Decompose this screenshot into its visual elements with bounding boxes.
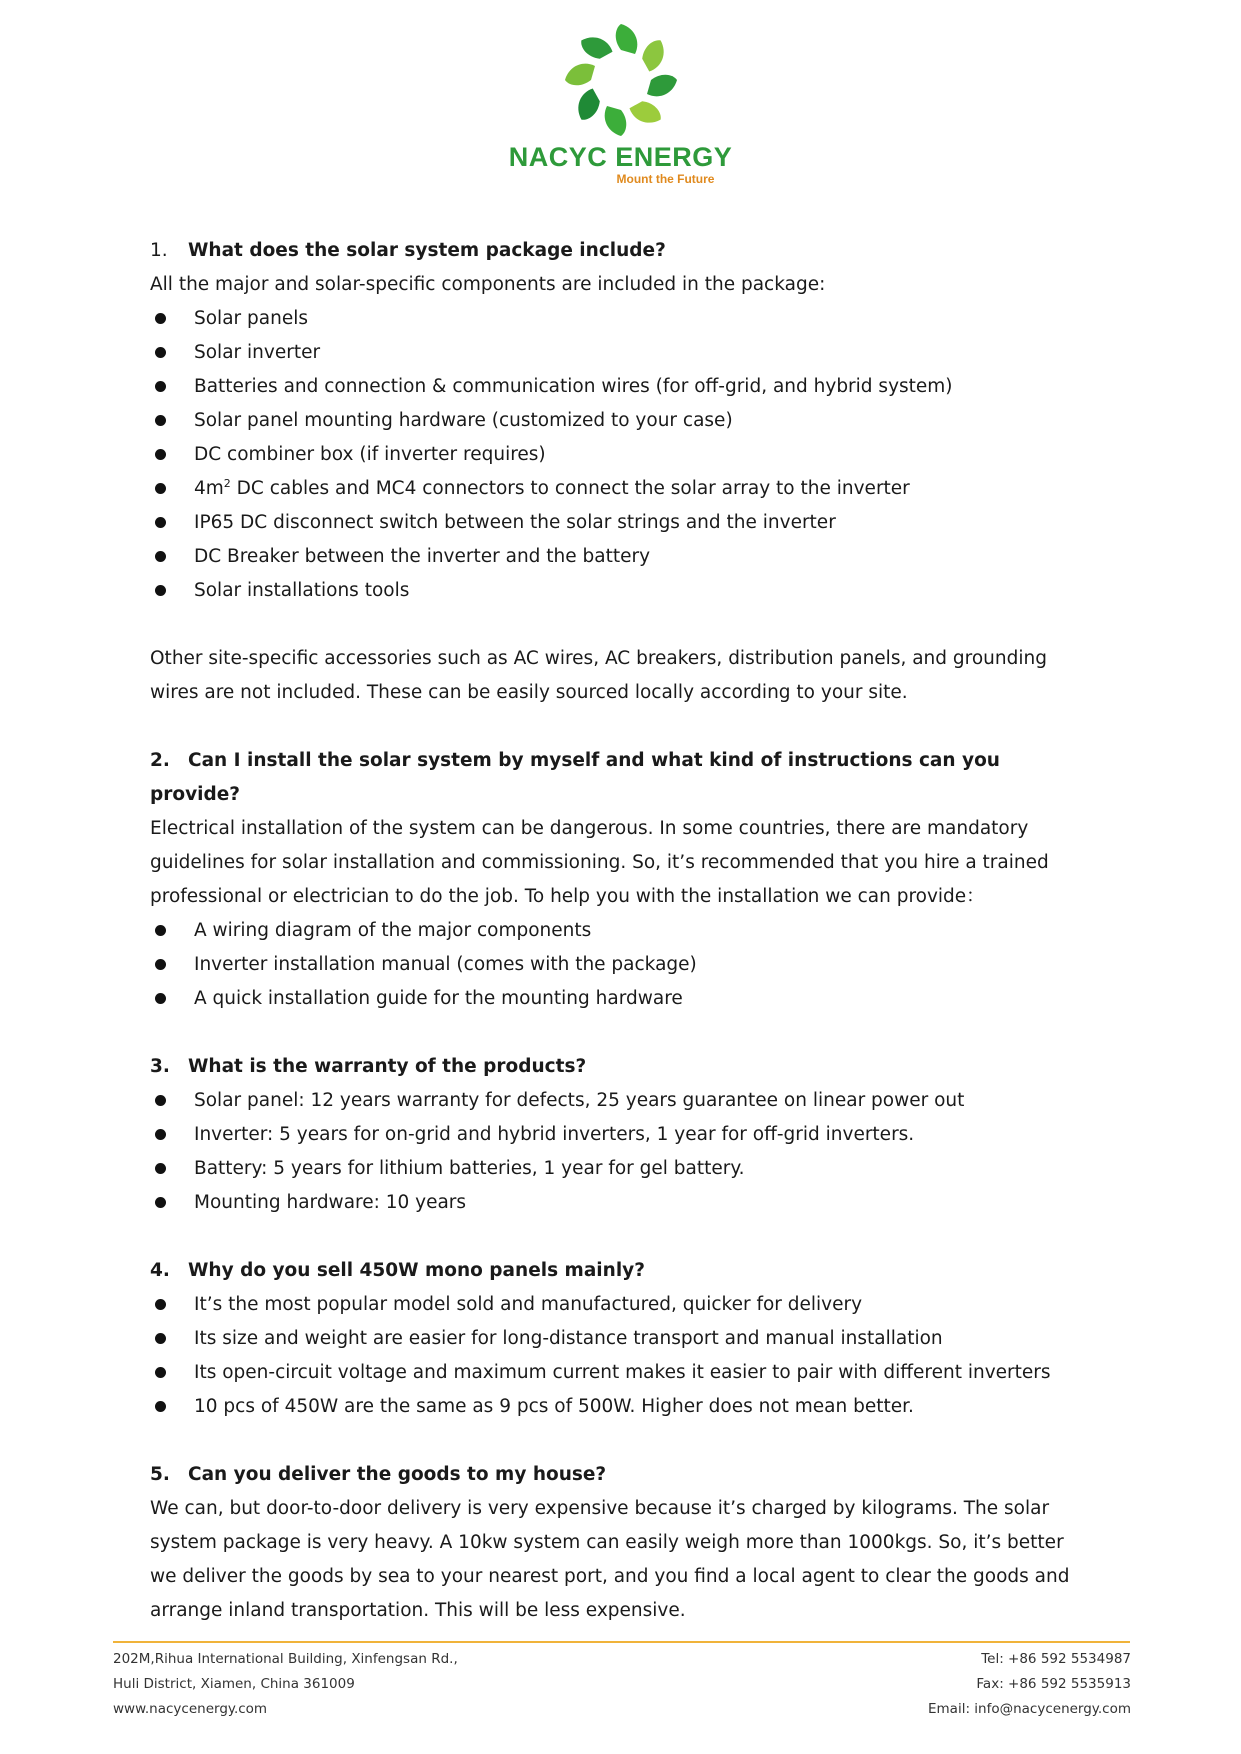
question-text: What does the solar system package include? bbox=[188, 240, 666, 261]
list-item: Its open-circuit voltage and maximum current makes it easier to pair with different inverters bbox=[150, 1356, 1090, 1390]
bullet-list bbox=[150, 914, 1090, 1016]
brand-name: NACYC ENERGY bbox=[508, 142, 733, 172]
list-item: Its size and weight are easier for long-distance transport and manual installation bbox=[150, 1322, 1090, 1356]
list-item: A quick installation guide for the mounting hardware bbox=[150, 982, 1090, 1016]
cable-description: DC cables and MC4 connectors to connect the solar array to the inverter bbox=[230, 478, 910, 499]
question-number: 2. bbox=[150, 750, 170, 771]
list-item: Solar panel: 12 years warranty for defects, 25 years guarantee on linear power out bbox=[150, 1084, 1090, 1118]
list-item: Mounting hardware: 10 years bbox=[150, 1186, 1090, 1220]
bullet-list bbox=[150, 1084, 1090, 1220]
footer-contact bbox=[928, 1647, 1131, 1722]
list-item: It’s the most popular model sold and manufactured, quicker for delivery bbox=[150, 1288, 1090, 1322]
bullet-list bbox=[150, 1288, 1090, 1424]
list-item: DC combiner box (if inverter requires) bbox=[150, 438, 1090, 472]
question-text: Can I install the solar system by myself and what kind of instructions can you provide? bbox=[150, 750, 1000, 805]
answer-intro: All the major and solar-specific components are included in the package: bbox=[150, 274, 826, 295]
question-text: What is the warranty of the products? bbox=[188, 1056, 587, 1077]
answer-intro: We can, but door-to-door delivery is very expensive because it’s charged by kilograms. The solar system package is very heavy. A 10kw system can easily weigh more than 1000kgs. So, it’s better we deliver the goods by sea to your nearest port, and you find a local agent to clear the goods and arrange inland transportation. This will be less expensive. bbox=[150, 1498, 1070, 1621]
email-link[interactable]: Email: info@nacycenergy.com bbox=[927, 1701, 1131, 1717]
list-item: Inverter installation manual (comes with the package) bbox=[150, 948, 1090, 982]
list-item: 10 pcs of 450W are the same as 9 pcs of 500W. Higher does not mean better. bbox=[150, 1390, 1090, 1424]
question-number: 5. bbox=[150, 1464, 170, 1485]
list-item bbox=[150, 472, 1090, 506]
address-line-2: Huli District, Xiamen, China 361009 bbox=[113, 1676, 355, 1692]
footer-divider bbox=[113, 1641, 1130, 1643]
superscript: 2 bbox=[223, 476, 231, 490]
question-3 bbox=[150, 1050, 1090, 1084]
list-item: Solar panel mounting hardware (customized to your case) bbox=[150, 404, 1090, 438]
bullet-list bbox=[150, 302, 1090, 608]
faq-content bbox=[150, 234, 1090, 1628]
question-5 bbox=[150, 1458, 1090, 1492]
list-item: Solar panels bbox=[150, 302, 1090, 336]
list-item: Battery: 5 years for lithium batteries, 1 year for gel battery. bbox=[150, 1152, 1090, 1186]
question-number: 1. bbox=[150, 240, 168, 261]
list-item: Batteries and connection & communication wires (for off-grid, and hybrid system) bbox=[150, 370, 1090, 404]
question-text: Why do you sell 450W mono panels mainly? bbox=[188, 1260, 645, 1281]
list-item: DC Breaker between the inverter and the battery bbox=[150, 540, 1090, 574]
address-line-1: 202M,Rihua International Building, Xinfengsan Rd., bbox=[113, 1651, 458, 1667]
answer-note: Other site-specific accessories such as AC wires, AC breakers, distribution panels, and grounding wires are not included. These can be easily sourced locally according to your site. bbox=[150, 648, 1047, 703]
telephone: Tel: +86 592 5534987 bbox=[981, 1651, 1131, 1667]
footer-address bbox=[113, 1647, 458, 1722]
question-number: 3. bbox=[150, 1056, 170, 1077]
list-item: A wiring diagram of the major components bbox=[150, 914, 1090, 948]
question-4 bbox=[150, 1254, 1090, 1288]
brand-tagline: Mount the Future bbox=[616, 172, 715, 186]
website-link[interactable]: www.nacycenergy.com bbox=[113, 1701, 268, 1717]
list-item: Inverter: 5 years for on-grid and hybrid inverters, 1 year for off-grid inverters. bbox=[150, 1118, 1090, 1152]
question-1 bbox=[150, 234, 1090, 268]
list-item: Solar installations tools bbox=[150, 574, 1090, 608]
logo bbox=[0, 20, 1241, 186]
list-item: Solar inverter bbox=[150, 336, 1090, 370]
question-number: 4. bbox=[150, 1260, 170, 1281]
answer-intro: Electrical installation of the system can be dangerous. In some countries, there are mandatory guidelines for solar installation and commissioning. So, it’s recommended that you hire a trained professional or electrician to do the job. To help you with the installation we can provide： bbox=[150, 818, 1049, 907]
list-item: IP65 DC disconnect switch between the solar strings and the inverter bbox=[150, 506, 1090, 540]
fax: Fax: +86 592 5535913 bbox=[976, 1676, 1131, 1692]
question-text: Can you deliver the goods to my house? bbox=[188, 1464, 607, 1485]
cable-size: 4m bbox=[194, 478, 224, 499]
question-2 bbox=[150, 744, 1090, 812]
sunflower-logo-icon bbox=[561, 20, 681, 140]
